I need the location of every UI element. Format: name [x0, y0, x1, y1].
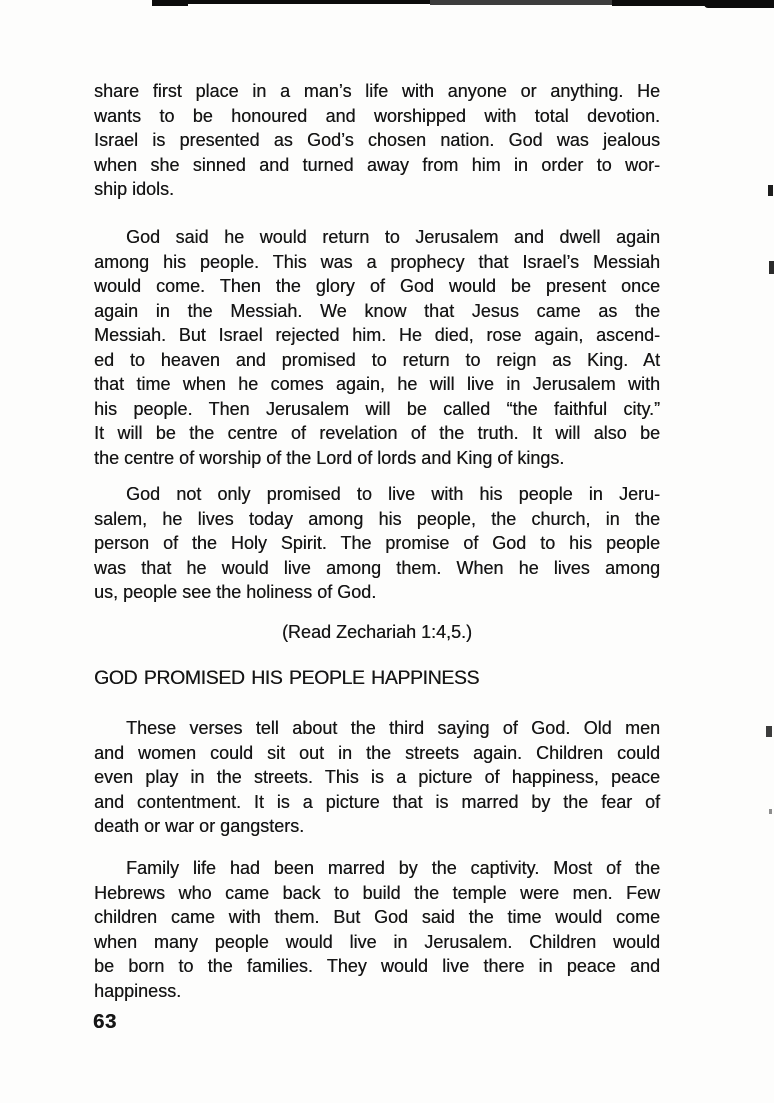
text-line: when she sinned and turned away from him in order to wor- — [94, 154, 660, 175]
text-line: children came with them. But God said the time would come — [94, 907, 660, 927]
text-line: and women could sit out in the streets again. Children could — [94, 742, 660, 763]
text-line: and contentment. It is a picture that is marred by the fear of — [94, 791, 660, 812]
scan-speck-artifact — [766, 726, 772, 737]
text-line: person of the Holy Spirit. The promise of God to his people — [94, 533, 660, 553]
page-number: 63 — [93, 1010, 117, 1033]
scan-edge-artifact — [430, 0, 620, 5]
paragraph — [94, 225, 660, 470]
text-line: among his people. This was a prophecy that Israel’s Messiah — [94, 251, 660, 272]
text-line: again in the Messiah. We know that Jesus came as the — [94, 300, 660, 321]
text-line: God said he would return to Jerusalem and dwell again — [126, 227, 660, 247]
text-line: his people. Then Jerusalem will be called “the faithful city.” — [94, 398, 660, 419]
section-heading: GOD PROMISED HIS PEOPLE HAPPINESS — [94, 667, 480, 689]
scan-speck-artifact — [769, 809, 772, 814]
paragraph — [94, 856, 660, 1003]
scan-speck-artifact — [768, 185, 773, 196]
text-line: even play in the streets. This is a picture of happiness, peace — [94, 767, 660, 787]
text-line: salem, he lives today among his people, the church, in the — [94, 508, 660, 529]
scripture-reference: (Read Zechariah 1:4,5.) — [281, 622, 473, 642]
text-line: It will be the centre of revelation of the truth. It will also be — [94, 423, 660, 443]
text-line: share first place in a man’s life with anyone or anything. He — [94, 81, 660, 101]
text-line: would come. Then the glory of God would be present once — [94, 276, 660, 296]
text-line: Israel is presented as God’s chosen nation. God was jealous — [94, 130, 660, 150]
text-line: happiness. — [94, 980, 182, 1001]
text-line: be born to the families. They would live there in peace and — [94, 956, 660, 976]
paragraph — [94, 79, 660, 202]
text-line: ship idols. — [94, 179, 175, 199]
text-line: wants to be honoured and worshipped with total devotion. — [94, 105, 660, 126]
scan-edge-artifact — [704, 0, 774, 8]
paragraph — [94, 482, 660, 605]
text-line: God not only promised to live with his people in Jeru- — [126, 484, 660, 504]
scan-edge-artifact — [152, 0, 188, 6]
text-line: the centre of worship of the Lord of lords and King of kings. — [94, 447, 565, 468]
text-line: Messiah. But Israel rejected him. He died, rose again, ascend- — [94, 325, 660, 345]
paragraph — [94, 716, 660, 839]
text-line: death or war or gangsters. — [94, 816, 305, 836]
text-line: Family life had been marred by the captivity. Most of the — [126, 858, 660, 878]
scan-speck-artifact — [769, 261, 774, 274]
text-line: Hebrews who came back to build the temple were men. Few — [94, 882, 660, 903]
text-line: was that he would live among them. When he lives among — [94, 557, 660, 578]
text-line: us, people see the holiness of God. — [94, 582, 377, 602]
text-line: that time when he comes again, he will live in Jerusalem with — [94, 374, 660, 394]
text-line: These verses tell about the third saying of God. Old men — [126, 718, 660, 738]
text-line: when many people would live in Jerusalem. Children would — [94, 931, 660, 952]
text-line: ed to heaven and promised to return to reign as King. At — [94, 349, 660, 370]
